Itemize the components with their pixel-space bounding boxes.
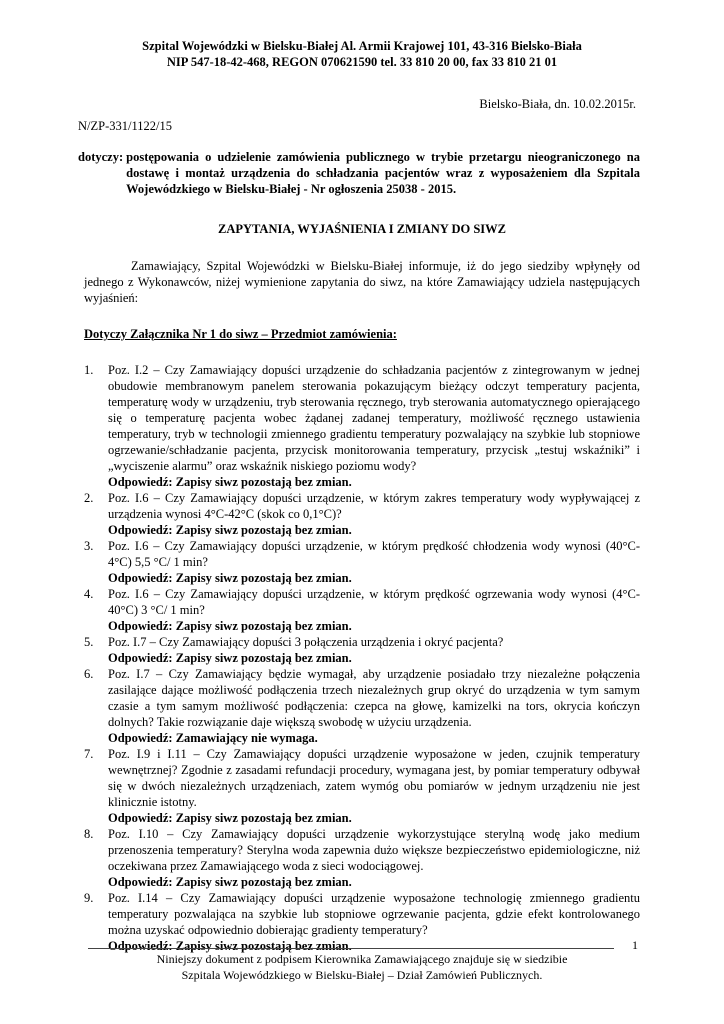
item-number: 3. bbox=[84, 539, 94, 553]
item-answer: Odpowiedź: Zapisy siwz pozostają bez zmian. bbox=[108, 619, 352, 633]
item-answer: Odpowiedź: Zapisy siwz pozostają bez zmian. bbox=[108, 651, 352, 665]
subject-block bbox=[78, 149, 640, 197]
subject-label: dotyczy: bbox=[78, 150, 124, 164]
item-question: Poz. I.10 – Czy Zamawiający dopuści urządzenie wykorzystujące sterylną wodę jako medium przenoszenia temperatury? Sterylna woda zapewnia dużo większe bezpieczeństwo epidemiologiczne, niż oczekiwana przez Zamawiającego woda z sieci wodociągowej. bbox=[108, 827, 640, 873]
footer-line-2: Szpitala Wojewódzkiego w Bielsku-Białej – Dział Zamówień Publicznych. bbox=[181, 968, 543, 982]
page-number: 1 bbox=[632, 938, 638, 952]
list-item bbox=[84, 586, 640, 634]
item-question: Poz. I.6 – Czy Zamawiający dopuści urządzenie, w którym prędkość chłodzenia wody wynosi (40°C-4°C) 5,5 °C/ 1 min? bbox=[108, 539, 640, 569]
item-answer: Odpowiedź: Zapisy siwz pozostają bez zmian. bbox=[108, 875, 352, 889]
item-question: Poz. I.14 – Czy Zamawiający dopuści urządzenie wyposażone technologię zmiennego gradientu temperatury pozwalająca na szybkie lub stopniowe ogrzewanie pacjenta, gdzie efekt kontrolowanego można uzyskać odpowiednio dobierając gradienty temperatury? bbox=[108, 891, 640, 937]
intro-paragraph: Zamawiający, Szpital Wojewódzki w Bielsku-Białej informuje, iż do jego siedziby wpłynęły od jednego z Wykonawców, niżej wymienione zapytania do siwz, na które Zamawiający udziela następujących wyjaśnień: bbox=[84, 259, 640, 305]
reference-number: N/ZP-331/1122/15 bbox=[78, 119, 172, 133]
letterhead-ids: NIP 547-18-42-468, REGON 070621590 tel. 33 810 20 00, fax 33 810 21 01 bbox=[166, 55, 558, 69]
item-number: 7. bbox=[84, 747, 94, 761]
list-item bbox=[84, 634, 640, 666]
item-question: Poz. I.6 – Czy Zamawiający dopuści urządzenie, w którym zakres temperatury wody wypływającej z urządzenia wynosi 4°C-42°C (skok co 0,1°C)? bbox=[108, 491, 640, 521]
item-answer: Odpowiedź: Zamawiający nie wymaga. bbox=[108, 731, 318, 745]
list-item bbox=[84, 538, 640, 586]
item-number: 8. bbox=[84, 827, 94, 841]
item-answer: Odpowiedź: Zapisy siwz pozostają bez zmian. bbox=[108, 523, 352, 537]
item-number: 5. bbox=[84, 635, 94, 649]
list-item bbox=[84, 746, 640, 826]
item-question: Poz. I.6 – Czy Zamawiający dopuści urządzenie, w którym prędkość ogrzewania wody wynosi (4°C-40°C) 3 °C/ 1 min? bbox=[108, 587, 640, 617]
footer-line-1: Niniejszy dokument z podpisem Kierownika Zamawiającego znajduje się w siedzibie bbox=[156, 952, 568, 966]
questions-list bbox=[84, 362, 640, 954]
item-answer: Odpowiedź: Zapisy siwz pozostają bez zmian. bbox=[108, 571, 352, 585]
footer-divider bbox=[88, 948, 614, 949]
list-item bbox=[84, 890, 640, 954]
item-question: Poz. I.2 – Czy Zamawiający dopuści urządzenie do schładzania pacjentów z zintegrowanym w jednej obudowie membranowym panelem sterowania pokazującym bieżący odczyt temperatury pacjenta, temperaturę wody w urządzeniu, tryb sterowania ręcznego, tryb sterowania automatycznego opierającego się o temperaturę pacjenta wobec żądanej zadanej temperatury, możliwość ręcznego ustawienia temperatury, tryb w technologii zmiennego gradientu temperatury pozwalający na szybkie lub stopniowe ogrzewanie/schładzanie pacjenta, przycisk monitorowania temperatury, przycisk „testuj wskaźniki” i „wyciszenie alarmu” oraz wskaźnik niskiego poziomu wody? bbox=[108, 363, 640, 473]
list-item bbox=[84, 666, 640, 746]
item-number: 2. bbox=[84, 491, 94, 505]
list-item bbox=[84, 826, 640, 890]
item-answer: Odpowiedź: Zapisy siwz pozostają bez zmian. bbox=[108, 811, 352, 825]
item-question: Poz. I.9 i I.11 – Czy Zamawiający dopuści urządzenie wyposażone w jeden, czujnik temperatury wewnętrznej? Zgodnie z zasadami refundacji procedury, wymagana jest, by pomiar temperatury odbywał się w dwóch niezależnych urządzeniach, zatem wymóg obu pomiarów w jednym urządzeniu nie jest klinicznie istotny. bbox=[108, 747, 640, 809]
letterhead bbox=[84, 38, 640, 70]
item-question: Poz. I.7 – Czy Zamawiający dopuści 3 połączenia urządzenia i okryć pacjenta? bbox=[108, 635, 504, 649]
document-date: Bielsko-Biała, dn. 10.02.2015r. bbox=[479, 97, 636, 111]
item-question: Poz. I.7 – Czy Zamawiający będzie wymagał, aby urządzenie posiadało trzy niezależne połączenia zasilające dające możliwość podłączenia trzech niezależnych grup okryć do urządzenia w tym samym czasie a tym samym możliwość podłączenia: czepca na głowę, kamizelki na tors, okrycia kończyn dolnych? Takie rozwiązanie daje większą swobodę w użyciu urządzenia. bbox=[108, 667, 640, 729]
item-answer: Odpowiedź: Zapisy siwz pozostają bez zmian. bbox=[108, 939, 352, 953]
subject-text: postępowania o udzielenie zamówienia publicznego w trybie przetargu nieograniczonego na dostawę i montaż urządzenia do schładzania pacjentów wraz z wyposażeniem dla Szpitala Wojewódzkiego w Bielsku-Białej - Nr ogłoszenia 25038 - 2015. bbox=[126, 150, 640, 196]
document-title: ZAPYTANIA, WYJAŚNIENIA I ZMIANY DO SIWZ bbox=[217, 222, 506, 236]
item-number: 4. bbox=[84, 587, 94, 601]
letterhead-address: Szpital Wojewódzki w Bielsku-Białej Al. Armii Krajowej 101, 43-316 Bielsko-Biała bbox=[142, 39, 582, 53]
item-number: 1. bbox=[84, 363, 94, 377]
item-number: 6. bbox=[84, 667, 94, 681]
item-number: 9. bbox=[84, 891, 94, 905]
list-item bbox=[84, 362, 640, 490]
list-item bbox=[84, 490, 640, 538]
item-answer: Odpowiedź: Zapisy siwz pozostają bez zmian. bbox=[108, 475, 352, 489]
section-heading: Dotyczy Załącznika Nr 1 do siwz – Przedmiot zamówienia: bbox=[84, 327, 397, 341]
page-footer bbox=[84, 951, 640, 983]
